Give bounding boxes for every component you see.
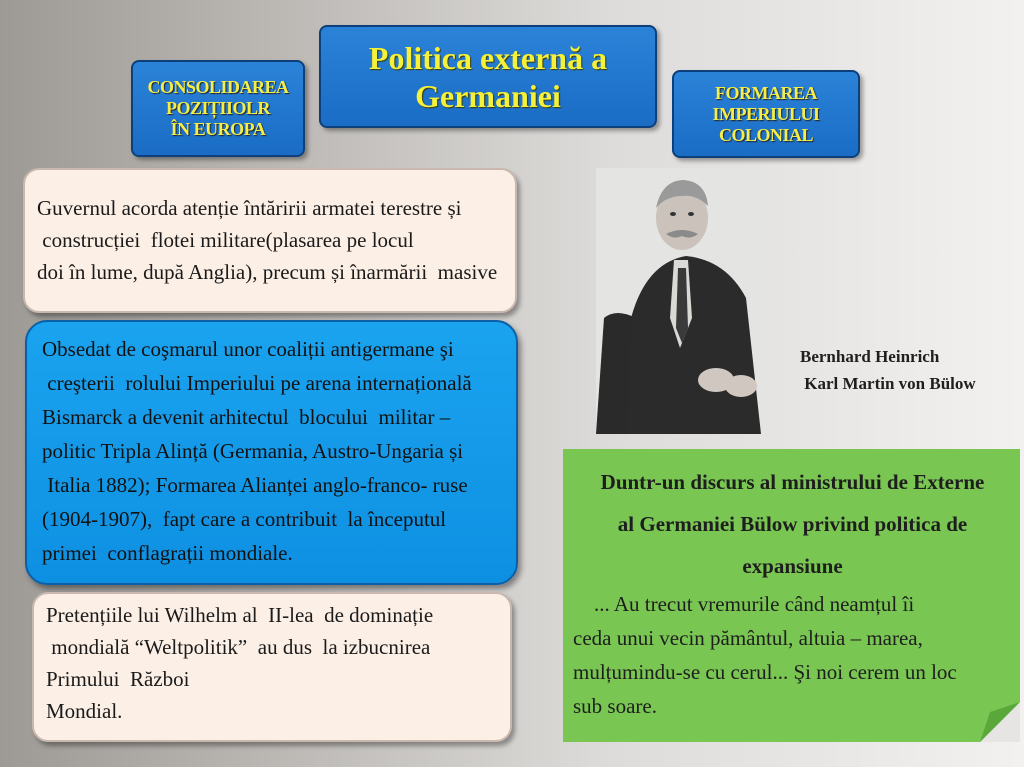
box2-line-1: Obsedat de coşmarul unor coaliții antigermane şi [42, 337, 454, 361]
quote-line-1: ... Au trecut vremurile când neamțul îi [573, 592, 915, 616]
quote-line-3: mulțumindu-se cu cerul... Şi noi cerem un loc [573, 660, 957, 684]
bulow-quote-box [563, 449, 1020, 742]
right-label-line-3: COLONIAL [718, 124, 813, 145]
box2-line-5: Italia 1882); Formarea Alianței anglo-franco- ruse [42, 473, 468, 497]
quote-line-4: sub soare. [573, 694, 657, 718]
left-label-line-1: CONSOLIDAREA [147, 77, 289, 97]
box3-line-4: Mondial. [46, 699, 123, 723]
page-title [369, 39, 607, 115]
caption-line-2: Karl Martin von Bülow [800, 374, 976, 393]
portrait-caption [800, 343, 1015, 397]
box2-line-2: creşterii rolului Imperiului pe arena internațională [42, 371, 472, 395]
box2-line-3: Bismarck a devenit arhitectul blocului militar – [42, 405, 451, 429]
consolidation-label-box [131, 60, 305, 157]
quote-heading [573, 461, 1012, 587]
quote-heading-line-3: expansiune [742, 554, 843, 578]
quote-heading-line-1: Duntr-un discurs al ministrului de Externe [600, 470, 985, 494]
colonial-empire-label-box [672, 70, 860, 158]
box2-line-4: politic Tripla Alință (Germania, Austro-Ungaria și [42, 439, 464, 463]
box3-line-3: Primului Război [46, 667, 190, 691]
portrait-photo [596, 168, 773, 434]
bismarck-alliance-text-box [25, 320, 518, 585]
title-box [319, 25, 657, 128]
quote-line-2: ceda unui vecin pământul, altuia – marea, [573, 626, 923, 650]
page-curl-icon [980, 702, 1020, 742]
title-line-2: Germaniei [415, 77, 561, 114]
army-fleet-text-box [23, 168, 517, 313]
left-label-line-2: POZIȚIIOLR [165, 98, 271, 118]
quote-heading-line-2: al Germaniei Bülow privind politica de [617, 512, 968, 536]
right-label-line-1: FORMAREA [714, 82, 817, 103]
box1-line-2: construcției flotei militare(plasarea pe locul [37, 228, 414, 252]
box3-line-2: mondială “Weltpolitik” au dus la izbucnirea [46, 635, 431, 659]
quote-text [573, 587, 1012, 723]
portrait-illustration [596, 168, 773, 434]
box2-line-6: (1904-1907), fapt care a contribuit la începutul [42, 507, 447, 531]
box2-line-7: primei conflagrații mondiale. [42, 541, 293, 565]
box1-line-3: doi în lume, după Anglia), precum și înarmării masive [37, 260, 498, 284]
title-line-1: Politica externă a [368, 39, 608, 76]
left-label-line-3: ÎN EUROPA [170, 119, 266, 139]
box1-line-1: Guvernul acorda atenție întăririi armatei terestre și [37, 196, 462, 220]
right-label-line-2: IMPERIULUI [712, 103, 820, 124]
caption-line-1: Bernhard Heinrich [800, 347, 940, 366]
box3-line-1: Pretențiile lui Wilhelm al II-lea de dominație [46, 603, 434, 627]
weltpolitik-text-box [32, 592, 512, 742]
